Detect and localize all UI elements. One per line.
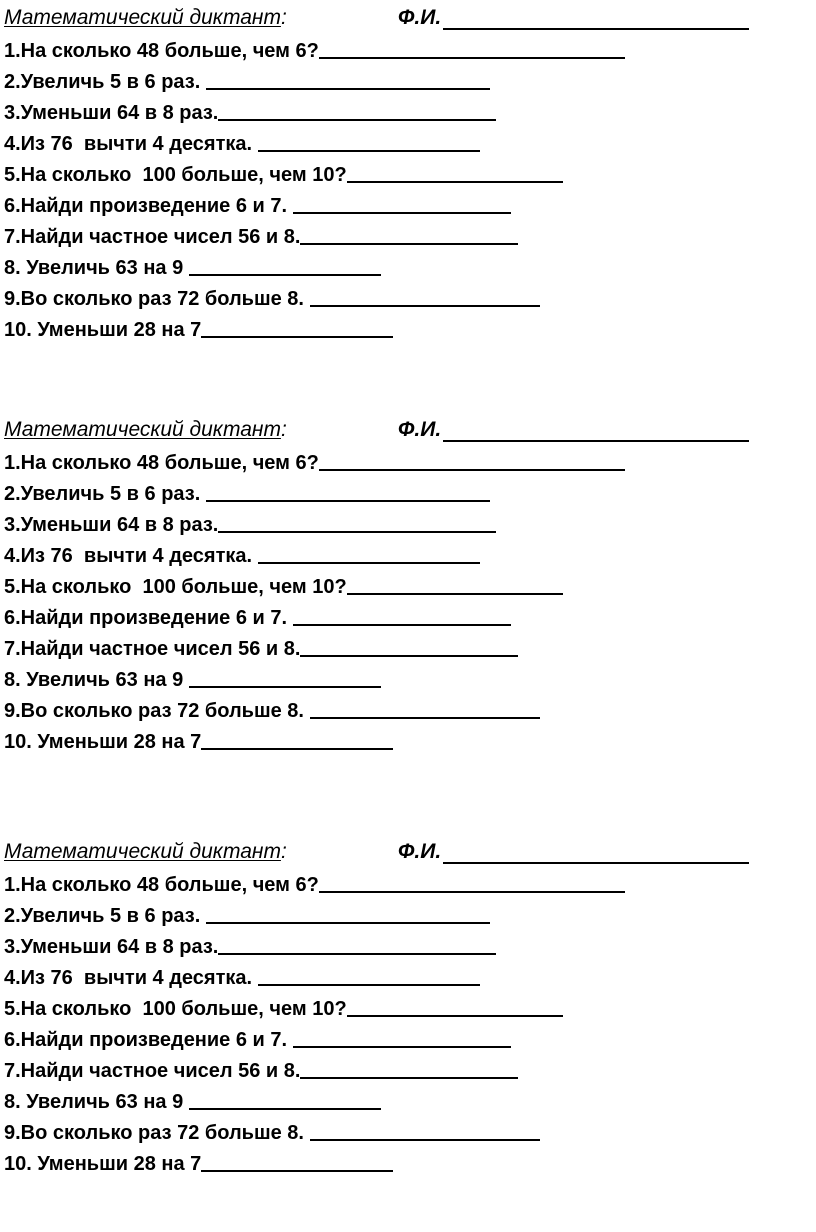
- task-item: 2.Увеличь 5 в 6 раз.: [4, 897, 804, 928]
- answer-line[interactable]: [206, 480, 490, 502]
- fio-label: Ф.И.: [398, 418, 442, 441]
- task-item: 3.Уменьши 64 в 8 раз.: [4, 94, 804, 125]
- answer-line[interactable]: [258, 130, 480, 152]
- dictation-sheet-2: [4, 412, 804, 754]
- sheet-header: [4, 412, 804, 444]
- sheet-title: Математический диктант:: [4, 6, 287, 29]
- task-item: 8. Увеличь 63 на 9: [4, 249, 804, 280]
- fio-answer-line[interactable]: [443, 7, 749, 30]
- fio-answer-line[interactable]: [443, 841, 749, 864]
- answer-line[interactable]: [310, 285, 540, 307]
- task-item: 9.Во сколько раз 72 больше 8.: [4, 280, 804, 311]
- task-item: 6.Найди произведение 6 и 7.: [4, 1021, 804, 1052]
- task-item: 1.На сколько 48 больше, чем 6?: [4, 444, 804, 475]
- task-item: 9.Во сколько раз 72 больше 8.: [4, 692, 804, 723]
- fio-field[interactable]: [398, 418, 749, 442]
- fio-label: Ф.И.: [398, 840, 442, 863]
- answer-line[interactable]: [258, 964, 480, 986]
- answer-line[interactable]: [258, 542, 480, 564]
- answer-line[interactable]: [319, 871, 625, 893]
- answer-line[interactable]: [293, 1026, 511, 1048]
- answer-line[interactable]: [310, 1119, 540, 1141]
- task-item: 9.Во сколько раз 72 больше 8.: [4, 1114, 804, 1145]
- task-item: 7.Найди частное чисел 56 и 8.: [4, 218, 804, 249]
- task-item: 8. Увеличь 63 на 9: [4, 1083, 804, 1114]
- task-item: 7.Найди частное чисел 56 и 8.: [4, 630, 804, 661]
- task-item: 3.Уменьши 64 в 8 раз.: [4, 506, 804, 537]
- sheet-header: [4, 0, 804, 32]
- answer-line[interactable]: [218, 99, 496, 121]
- answer-line[interactable]: [347, 995, 563, 1017]
- task-item: 1.На сколько 48 больше, чем 6?: [4, 866, 804, 897]
- fio-answer-line[interactable]: [443, 419, 749, 442]
- task-item: 6.Найди произведение 6 и 7.: [4, 187, 804, 218]
- answer-line[interactable]: [189, 254, 381, 276]
- dictation-sheet-1: [4, 0, 804, 342]
- answer-line[interactable]: [293, 604, 511, 626]
- answer-line[interactable]: [201, 728, 393, 750]
- task-item: 8. Увеличь 63 на 9: [4, 661, 804, 692]
- sheet-title: Математический диктант:: [4, 418, 287, 441]
- task-item: 6.Найди произведение 6 и 7.: [4, 599, 804, 630]
- answer-line[interactable]: [293, 192, 511, 214]
- answer-line[interactable]: [218, 933, 496, 955]
- answer-line[interactable]: [319, 37, 625, 59]
- answer-line[interactable]: [300, 1057, 518, 1079]
- answer-line[interactable]: [300, 223, 518, 245]
- task-item: 2.Увеличь 5 в 6 раз.: [4, 63, 804, 94]
- answer-line[interactable]: [201, 316, 393, 338]
- answer-line[interactable]: [347, 161, 563, 183]
- task-item: 10. Уменьши 28 на 7: [4, 723, 804, 754]
- task-item: 1.На сколько 48 больше, чем 6?: [4, 32, 804, 63]
- task-item: 5.На сколько 100 больше, чем 10?: [4, 568, 804, 599]
- sheet-title: Математический диктант:: [4, 840, 287, 863]
- answer-line[interactable]: [218, 511, 496, 533]
- dictation-sheet-3: [4, 834, 804, 1176]
- answer-line[interactable]: [201, 1150, 393, 1172]
- sheet-header: [4, 834, 804, 866]
- task-item: 10. Уменьши 28 на 7: [4, 311, 804, 342]
- fio-field[interactable]: [398, 6, 749, 30]
- task-item: 4.Из 76 вычти 4 десятка.: [4, 125, 804, 156]
- task-item: 5.На сколько 100 больше, чем 10?: [4, 990, 804, 1021]
- task-item: 2.Увеличь 5 в 6 раз.: [4, 475, 804, 506]
- task-item: 4.Из 76 вычти 4 десятка.: [4, 537, 804, 568]
- task-item: 3.Уменьши 64 в 8 раз.: [4, 928, 804, 959]
- task-item: 4.Из 76 вычти 4 десятка.: [4, 959, 804, 990]
- fio-label: Ф.И.: [398, 6, 442, 29]
- task-item: 7.Найди частное чисел 56 и 8.: [4, 1052, 804, 1083]
- answer-line[interactable]: [206, 68, 490, 90]
- answer-line[interactable]: [206, 902, 490, 924]
- task-item: 5.На сколько 100 больше, чем 10?: [4, 156, 804, 187]
- fio-field[interactable]: [398, 840, 749, 864]
- task-item: 10. Уменьши 28 на 7: [4, 1145, 804, 1176]
- answer-line[interactable]: [300, 635, 518, 657]
- answer-line[interactable]: [319, 449, 625, 471]
- answer-line[interactable]: [310, 697, 540, 719]
- answer-line[interactable]: [347, 573, 563, 595]
- answer-line[interactable]: [189, 666, 381, 688]
- answer-line[interactable]: [189, 1088, 381, 1110]
